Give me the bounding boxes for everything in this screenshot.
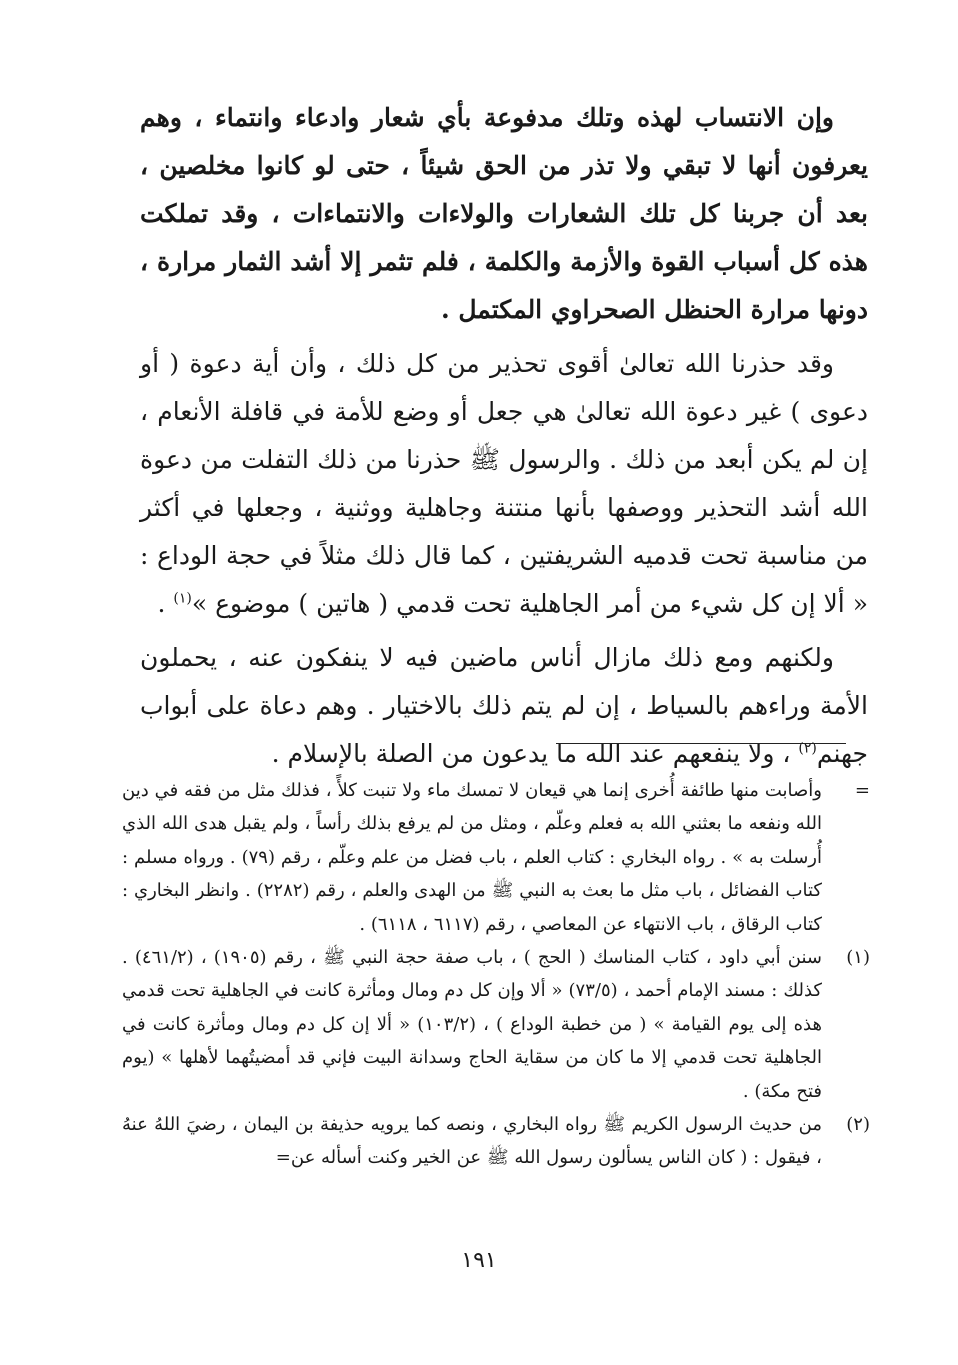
- footnote-ref-2[interactable]: (٢): [798, 740, 817, 757]
- footnote-1: [122, 941, 870, 1108]
- footnotes: [122, 774, 870, 1175]
- paragraph-1: [140, 94, 868, 334]
- footnote-continuation: [122, 774, 870, 941]
- footnote-text: سنن أبي داود ، كتاب المناسك ( الحج ) ، باب صفة حجة النبي ﷺ ، رقم (١٩٠٥) ، (٤٦١/٢) . كذلك : مسند الإمام أحمد ، (٧٣/٥) « ألا وإن كل دم ومال ومأثرة كانت في الجاهلية تحت قدمي هذه إلى يوم القيامة » ( من خطبة الوداع ) ، (١٠٣/٢) « ألا إن كل دم ومال ومأثرة كانت في الجاهلية تحت قدمي إلا ما كان من سقاية الحاج وسدانة البيت فإني قد أمضيتُهما لأهلها » (يوم فتح مكة) .: [122, 947, 822, 1102]
- footnote-text: من حديث الرسول الكريم ﷺ رواه البخاري ، ونصه كما يرويه حذيفة بن اليمان ، رضيَ اللهُ عنهُ ، فيقول : ( كان الناس يسألون رسول الله ﷺ عن الخير وكنت أسأله عن=: [122, 1114, 822, 1169]
- footnote-2: [122, 1108, 870, 1175]
- footnote-ref-1[interactable]: (١): [173, 590, 192, 607]
- main-text: [140, 94, 868, 784]
- paragraph-3-tail: ، ولا ينفعهم عند الله ما يدعون من الصلة بالإسلام .: [271, 739, 799, 768]
- footnote-marker: (١): [846, 947, 870, 969]
- paragraph-2-text: وقد حذرنا الله تعالىٰ أقوى تحذير من كل ذلك ، وأن أية دعوة ( أو دعوى ) غير دعوة الله تعالىٰ هي جعل أو وضع للأمة في قافلة الأنعام ، إن لم يكن أبعد من ذلك . والرسول ﷺ حذرنا من ذلك التفلت من دعوة الله أشد التحذير ووصفها بأنها منتنة وجاهلية ووثنية ، وجعلها في أكثر من مناسبة تحت قدميه الشريفتين ، كما قال ذلك مثلاً في حجة الوداع : « ألا إن كل شيء من أمر الجاهلية تحت قدمي ( هاتين ) موضوع »: [140, 349, 868, 618]
- footnote-separator: [556, 743, 846, 744]
- footnote-text: وأصابت منها طائفة أُخرى إنما هي قيعان لا تمسك ماء ولا تنبت كلأً ، فذلك مثل من فقه في دين الله ونفعه ما بعثني الله به فعلم وعلّم ، ومثل من لم يرفع بذلك رأساً ، ولم يقبل هدى الله الذي أُرسلت به » . رواه البخاري : كتاب العلم ، باب فضل من علم وعلّم ، رقم (٧٩) . ورواه مسلم : كتاب الفضائل ، باب مثل ما بعث به النبي ﷺ من الهدى والعلم ، رقم (٢٢٨٢) . وانظر البخاري : كتاب الرقاق ، باب الانتهاء عن المعاصي ، رقم (٦١١٧ ، ٦١١٨) .: [122, 780, 823, 935]
- page-number: ١٩١: [461, 1248, 497, 1273]
- paragraph-2: [140, 340, 868, 628]
- paragraph-3-text: ولكنهم ومع ذلك مازال أناس ماضين فيه لا ينفكون عنه ، يحملون الأمة وراءهم بالسياط ، إن لم يتم ذلك بالاختيار . وهم دعاة على أبواب جهنم: [140, 643, 868, 768]
- footnote-marker: (٢): [846, 1114, 870, 1136]
- paragraph-3: [140, 634, 868, 778]
- footnote-marker: =: [854, 780, 870, 801]
- paragraph-1-text: وإن الانتساب لهذه وتلك مدفوعة بأي شعار وادعاء وانتماء ، وهم يعرفون أنها لا تبقي ولا تذر من الحق شيئاً ، حتى لو كانوا مخلصين ، بعد أن جربنا كل تلك الشعارات والولاءات والانتماءات ، وقد تملكت هذه كل أسباب القوة والأزمة والكلمة ، فلم تثمر إلا أشد الثمار مرارة ، دونها مرارة الحنظل الصحراوي المكتمل .: [140, 103, 869, 324]
- paragraph-2-tail: .: [157, 589, 174, 618]
